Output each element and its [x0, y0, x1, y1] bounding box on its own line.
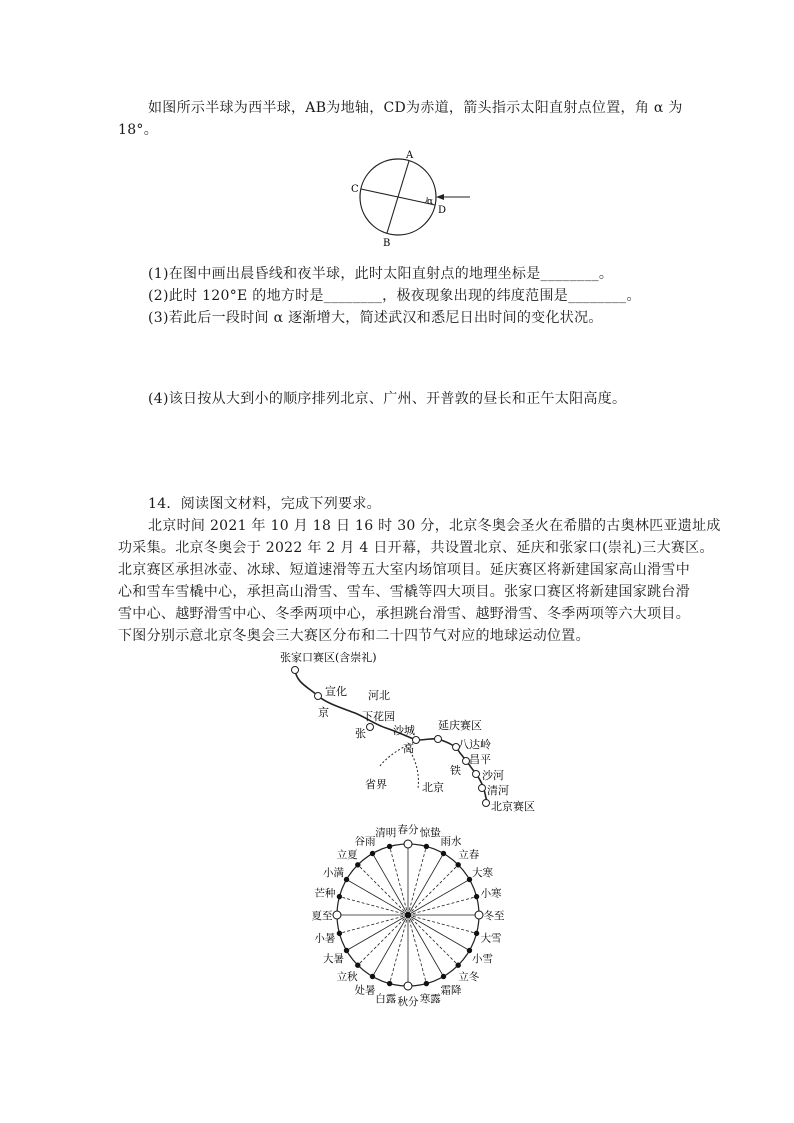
station-shahe [473, 771, 480, 778]
q13-part1: (1)在图中画出晨昏线和夜半球，此时太阳直射点的地理坐标是________。 [148, 266, 614, 282]
term-point [424, 844, 428, 848]
q14-para-line-5: 雪中心、越野滑雪中心、冬季两项中心，承担跳台滑雪、越野滑雪、冬季两项等六大项目。 [118, 606, 690, 622]
spoke-line [347, 915, 408, 951]
solar-term-label: 惊蛰 [419, 826, 441, 839]
solar-term-label: 寒露 [419, 993, 441, 1006]
solar-term-label: 霜降 [440, 984, 462, 997]
term-point [474, 894, 478, 898]
solar-term-label: 大雪 [480, 932, 502, 945]
solar-terms-diagram [290, 822, 530, 1008]
solar-term-label: 小满 [323, 867, 345, 879]
term-point [344, 948, 348, 952]
term-point [424, 981, 428, 985]
hemisphere-diagram [345, 145, 475, 250]
q14-para-line-2: 功采集。北京冬奥会于 2022 年 2 月 4 日开幕，共设置北京、延庆和张家口(崇礼)三大赛区。 [118, 540, 714, 556]
solar-term-label: 冬至 [483, 910, 505, 922]
q14-para-line-1: 北京时间 2021 年 10 月 18 日 16 时 30 分，北京冬奥会圣火在希腊的古奥林匹亚遗址成 [148, 518, 721, 534]
solar-term-label: 立春 [458, 849, 480, 862]
term-point [441, 851, 445, 855]
label-B: B [383, 238, 391, 249]
spoke-line [358, 915, 408, 965]
spoke-line [339, 915, 408, 933]
solar-term-label: 大暑 [323, 953, 345, 965]
spoke-line [373, 915, 409, 976]
solar-term-label: 芒种 [314, 887, 336, 900]
spoke-line [408, 915, 458, 965]
q14-para-line-4: 心和雪车雪橇中心，承担高山滑雪、雪车、雪橇等四大项目。张家口赛区将新建国家跳台滑 [118, 584, 690, 600]
term-point [337, 931, 341, 935]
term-point [337, 894, 341, 898]
spoke-line [347, 880, 408, 916]
map-label-xiahuayuan: 下花园 [362, 710, 395, 723]
map-label-hebei: 河北 [368, 689, 390, 702]
equator-CD [361, 189, 435, 205]
spoke-line [390, 915, 408, 984]
spoke-line [408, 897, 477, 915]
map-label-shahe: 沙河 [482, 769, 504, 782]
map-label-beijing-zone: 北京赛区 [491, 800, 535, 813]
arrow-head-icon [436, 194, 444, 200]
q13-part4: (4)该日按从大到小的顺序排列北京、广州、开普敦的昼长和正午太阳高度。 [148, 391, 627, 407]
spoke-line [373, 854, 409, 915]
spoke-line [408, 915, 444, 976]
solar-term-label: 立秋 [336, 970, 358, 983]
term-point [333, 911, 341, 919]
sun-center [405, 912, 411, 918]
spoke-line [390, 846, 408, 915]
solar-term-label: 小寒 [480, 887, 502, 900]
map-label-changping: 昌平 [469, 753, 491, 766]
map-label-zhangjiakou: 张家口赛区(含崇礼) [280, 651, 377, 664]
term-point [441, 974, 445, 978]
term-point [404, 840, 412, 848]
winter-olympics-map [270, 648, 550, 818]
map-label-qinghe: 清河 [487, 784, 509, 797]
solar-term-label: 夏至 [311, 910, 333, 922]
station-beijing-zone [483, 800, 490, 807]
map-label-shacheng: 沙城 [393, 724, 415, 737]
term-point [344, 877, 348, 881]
map-label-jing: 京 [318, 706, 329, 719]
spoke-line [408, 915, 477, 933]
station-yanqing [435, 736, 442, 743]
term-point [356, 863, 360, 867]
map-label-shengjie: 省界 [365, 778, 387, 791]
term-point [474, 931, 478, 935]
label-alpha: α [427, 197, 434, 207]
station-xiahuayuan [367, 724, 374, 731]
spoke-line [408, 915, 426, 984]
term-point [356, 963, 360, 967]
q14-heading: 14．阅读图文材料，完成下列要求。 [148, 496, 381, 512]
solar-term-label: 处暑 [354, 984, 376, 997]
q13-intro-line1: 如图所示半球为西半球，AB为地轴，CD为赤道，箭头指示太阳直射点位置，角 α 为 [148, 100, 683, 116]
solar-term-label: 雨水 [440, 835, 462, 848]
q13-part3: (3)若此后一段时间 α 逐渐增大，简述武汉和悉尼日出时间的变化状况。 [148, 310, 603, 326]
term-point [475, 911, 483, 919]
label-A: A [406, 150, 414, 161]
term-point [404, 982, 412, 990]
solar-term-label: 小暑 [314, 932, 336, 945]
spoke-line [358, 865, 408, 915]
spoke-line [408, 880, 469, 916]
solar-term-label: 立夏 [336, 849, 358, 862]
spoke-line [408, 865, 458, 915]
map-label-gao: 高 [403, 742, 414, 755]
spoke-line [339, 897, 408, 915]
solar-term-label: 白露 [375, 993, 397, 1006]
term-point [456, 863, 460, 867]
solar-term-label: 大寒 [471, 867, 493, 879]
station-qinghe [479, 785, 486, 792]
label-C: C [351, 184, 359, 195]
solar-term-label: 春分 [397, 824, 419, 836]
map-label-zhang: 张 [355, 727, 366, 740]
station-xuanhua [315, 693, 322, 700]
railway-line [295, 668, 488, 804]
map-label-badaling: 八达岭 [458, 738, 491, 751]
spoke-line [408, 915, 469, 951]
province-boundary [380, 740, 420, 766]
label-D: D [438, 205, 447, 216]
q14-para-line-6: 下图分别示意北京冬奥会三大赛区分布和二十四节气对应的地球运动位置。 [118, 628, 590, 644]
q13-intro-line2: 18°。 [118, 122, 159, 138]
term-point [370, 974, 374, 978]
spoke-line [408, 846, 426, 915]
q13-part2: (2)此时 120°E 的地方时是________，极夜现象出现的纬度范围是________。 [148, 288, 641, 304]
map-label-yanqing: 延庆赛区 [438, 719, 482, 732]
solar-term-label: 小雪 [471, 953, 493, 965]
solar-term-label: 立冬 [458, 970, 480, 983]
solar-term-label: 秋分 [397, 996, 419, 1008]
term-point [370, 851, 374, 855]
spoke-line [408, 854, 444, 915]
solar-term-label: 谷雨 [354, 835, 376, 848]
map-label-tie: 铁 [450, 764, 461, 777]
term-point [387, 981, 391, 985]
q14-para-line-3: 北京赛区承担冰壶、冰球、短道速滑等五大室内场馆项目。延庆赛区将新建国家高山滑雪中 [118, 562, 690, 578]
map-label-xuanhua: 宣化 [325, 685, 347, 698]
station-zhangjiakou [292, 667, 299, 674]
solar-term-label: 清明 [375, 826, 397, 839]
term-point [456, 963, 460, 967]
map-label-beijing: 北京 [422, 781, 444, 794]
term-point [387, 844, 391, 848]
